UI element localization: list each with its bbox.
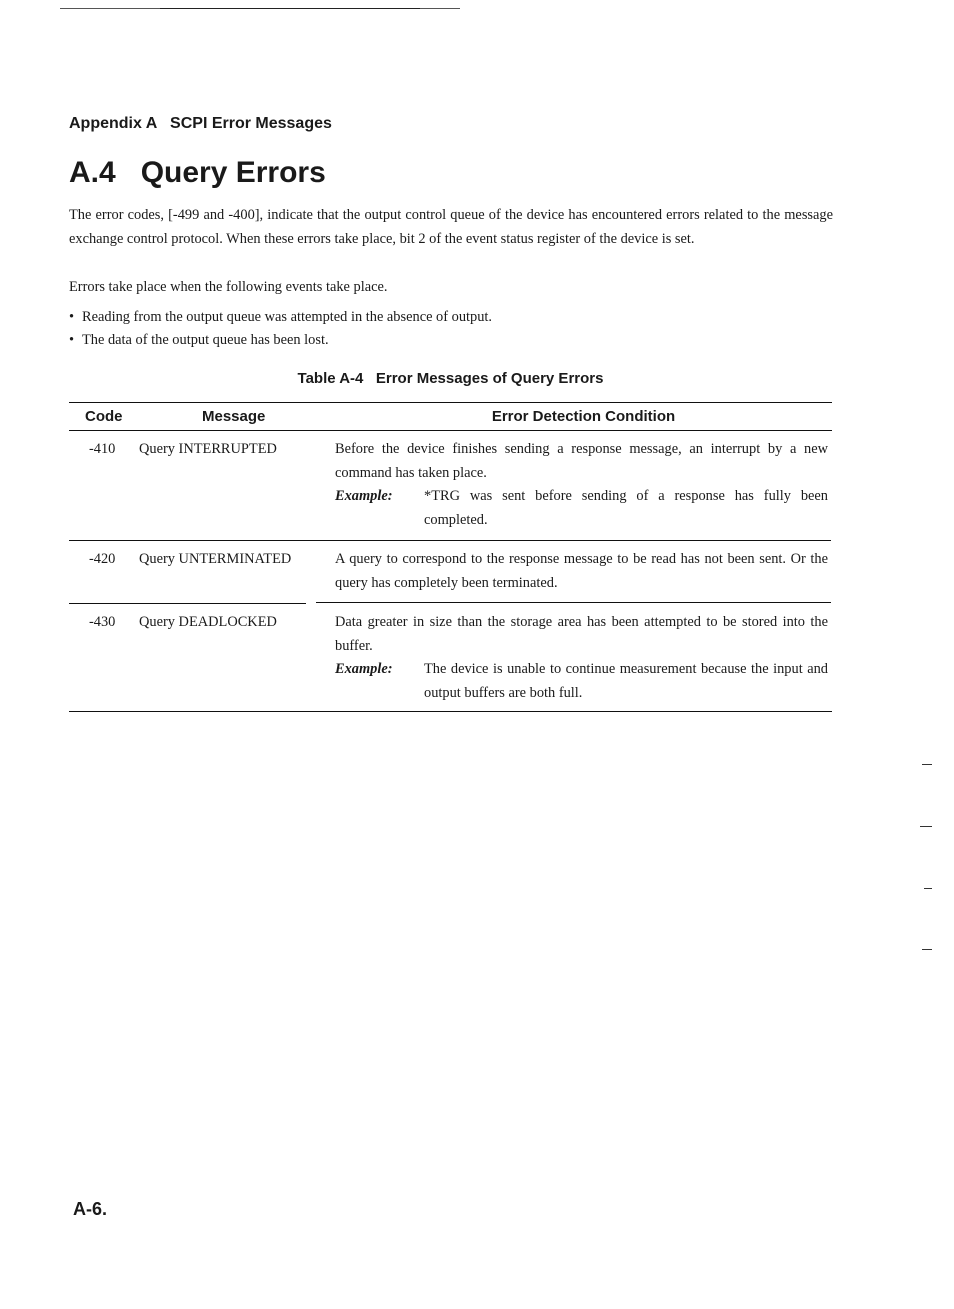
list-item-text: Reading from the output queue was attempted in the absence of output. xyxy=(82,309,493,325)
header-code: Code xyxy=(85,408,123,425)
events-intro: Errors take place when the following events take place. xyxy=(69,279,388,295)
list-item xyxy=(69,329,833,352)
header-message: Message xyxy=(202,408,266,425)
list-item xyxy=(69,306,833,329)
header-condition: Error Detection Condition xyxy=(491,408,676,425)
intro-paragraph: The error codes, [-499 and -400], indicate that the output control queue of the device has encountered errors related to the message exchange control protocol. When these errors take place, bit 2 of the event status register of the device is set. xyxy=(69,207,833,247)
row-divider xyxy=(316,602,831,603)
example-text: *TRG was sent before sending of a response has fully been completed. xyxy=(424,488,828,528)
running-head: Appendix A SCPI Error Messages xyxy=(69,115,332,132)
row-code: -410 xyxy=(89,441,116,457)
margin-mark xyxy=(924,888,932,889)
section-title: A.4 Query Errors xyxy=(69,156,326,189)
margin-mark xyxy=(920,826,932,827)
row-code: -430 xyxy=(89,614,116,630)
margin-mark xyxy=(922,949,932,950)
margin-mark xyxy=(922,764,932,765)
header-rule xyxy=(69,430,832,431)
top-rule-dark xyxy=(160,8,420,9)
row-divider xyxy=(69,540,831,541)
table-top-rule xyxy=(69,402,832,403)
bullet-icon: • xyxy=(69,332,75,348)
bullet-icon: • xyxy=(69,309,75,325)
row-condition: Before the device finishes sending a response message, an interrupt by a new command has taken place. xyxy=(335,441,828,481)
example-text: The device is unable to continue measurement because the input and output buffers are both full. xyxy=(424,661,828,701)
table-bottom-rule xyxy=(69,711,832,712)
row-condition: A query to correspond to the response message to be read has not been sent. Or the query has completely been terminated. xyxy=(335,551,828,591)
table-caption: Table A-4 Error Messages of Query Errors xyxy=(297,370,604,387)
example-label: Example: xyxy=(335,661,393,677)
row-condition: Data greater in size than the storage area has been attempted to be stored into the buffer. xyxy=(335,614,828,654)
page-number: A-6. xyxy=(73,1199,108,1219)
row-message: Query INTERRUPTED xyxy=(139,441,277,457)
row-divider xyxy=(69,603,306,604)
row-message: Query UNTERMINATED xyxy=(139,551,292,567)
example-label: Example: xyxy=(335,488,393,504)
list-item-text: The data of the output queue has been lost. xyxy=(82,332,329,348)
row-code: -420 xyxy=(89,551,116,567)
event-list xyxy=(69,306,833,352)
row-message: Query DEADLOCKED xyxy=(139,614,277,630)
